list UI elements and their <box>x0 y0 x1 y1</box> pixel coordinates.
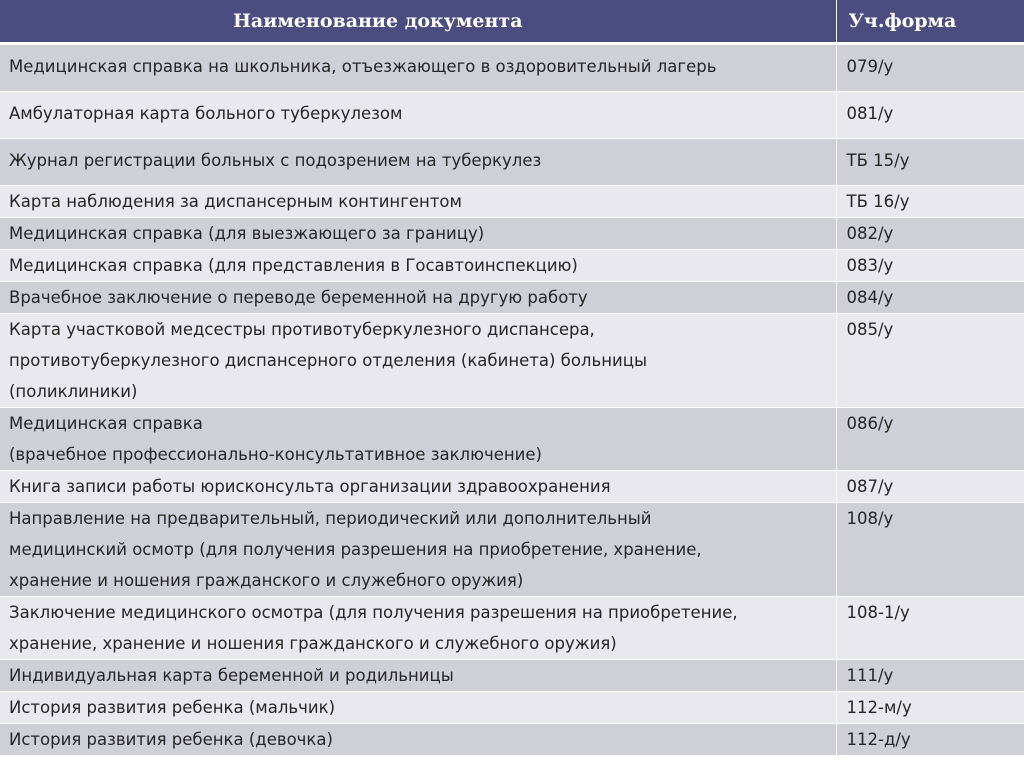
form-code-cell: 112-м/у <box>836 692 1024 724</box>
form-code-cell: ТБ 15/у <box>836 139 1024 186</box>
document-name-cell: Индивидуальная карта беременной и родильницы <box>0 660 836 692</box>
table-row <box>0 250 1024 282</box>
document-name-cell: Амбулаторная карта больного туберкулезом <box>0 92 836 139</box>
form-code-cell: ТБ 16/у <box>836 186 1024 218</box>
table-row <box>0 471 1024 503</box>
document-name-cell: Книга записи работы юрисконсульта организации здравоохранения <box>0 471 836 503</box>
form-code-cell: 084/у <box>836 282 1024 314</box>
table-row <box>0 186 1024 218</box>
document-name-cell: Медицинская справка (врачебное профессионально-консультативное заключение) <box>0 408 836 471</box>
form-code-cell: 081/у <box>836 92 1024 139</box>
column-header-name: Наименование документа <box>0 0 836 44</box>
table-header-row <box>0 0 1024 44</box>
table-row <box>0 314 1024 408</box>
document-name-cell: Направление на предварительный, периодический или дополнительный медицинский осмотр (для получения разрешения на приобретение, хранение, хранение и ношения гражданского и служебного оружия) <box>0 503 836 597</box>
form-code-cell: 082/у <box>836 218 1024 250</box>
table-row <box>0 44 1024 92</box>
form-code-cell: 108-1/у <box>836 597 1024 660</box>
table-row <box>0 503 1024 597</box>
column-header-form: Уч.форма <box>836 0 1024 44</box>
table-row <box>0 408 1024 471</box>
document-name-cell: История развития ребенка (девочка) <box>0 724 836 756</box>
document-name-cell: История развития ребенка (мальчик) <box>0 692 836 724</box>
document-name-cell: Медицинская справка (для выезжающего за границу) <box>0 218 836 250</box>
table-row <box>0 92 1024 139</box>
form-code-cell: 111/у <box>836 660 1024 692</box>
form-code-cell: 112-д/у <box>836 724 1024 756</box>
table-row <box>0 724 1024 756</box>
document-name-cell: Журнал регистрации больных с подозрением на туберкулез <box>0 139 836 186</box>
document-name-cell: Медицинская справка на школьника, отъезжающего в оздоровительный лагерь <box>0 44 836 92</box>
form-code-cell: 079/у <box>836 44 1024 92</box>
table-row <box>0 597 1024 660</box>
document-name-cell: Заключение медицинского осмотра (для получения разрешения на приобретение, хранение, хранение и ношения гражданского и служебного оружия) <box>0 597 836 660</box>
table-row <box>0 218 1024 250</box>
form-code-cell: 087/у <box>836 471 1024 503</box>
document-name-cell: Карта наблюдения за диспансерным контингентом <box>0 186 836 218</box>
form-code-cell: 083/у <box>836 250 1024 282</box>
document-name-cell: Карта участковой медсестры противотуберкулезного диспансера, противотуберкулезного диспансерного отделения (кабинета) больницы (поликлиники) <box>0 314 836 408</box>
form-code-cell: 086/у <box>836 408 1024 471</box>
table-row <box>0 660 1024 692</box>
table-row <box>0 139 1024 186</box>
document-name-cell: Медицинская справка (для представления в Госавтоинспекцию) <box>0 250 836 282</box>
table-row <box>0 692 1024 724</box>
form-code-cell: 108/у <box>836 503 1024 597</box>
table-row <box>0 282 1024 314</box>
form-code-cell: 085/у <box>836 314 1024 408</box>
document-name-cell: Врачебное заключение о переводе беременной на другую работу <box>0 282 836 314</box>
